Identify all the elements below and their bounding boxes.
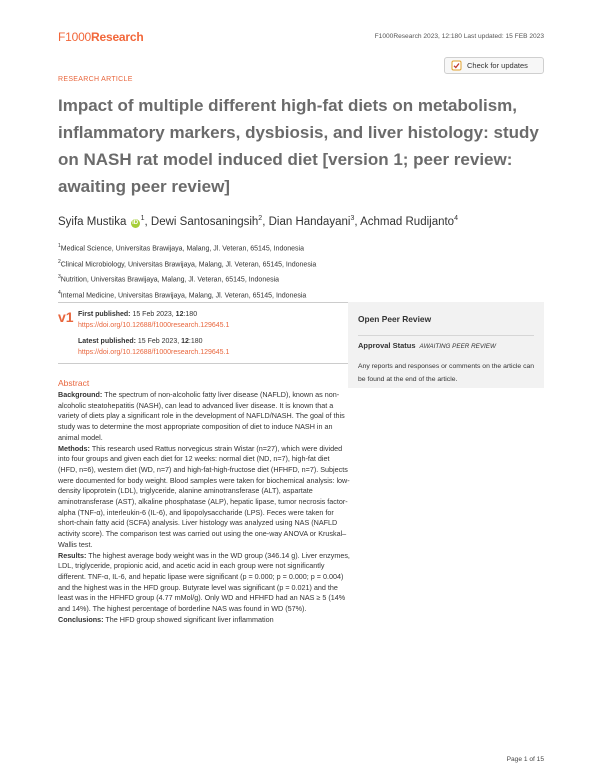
methods-label: Methods:	[58, 443, 90, 453]
results-text: The highest average body weight was in the WD group (346.14 g). Liver enzymes, LDL, triglyceride, propionic acid, and acetic acid in each group were not significantly different. TNF-α, IL-6, and hepatic lipase were significant (p = 0.000; p = 0.000; p = 0.004) and the highest was in the HFD group. Butyrate level was significant (p = 0.021) and the least was in the HFHFD group (4.77 mMol/g). Only WD and HFHFD had an NAS ≥ 5 (14% and 14%). The highest percentage of borderline NAS was found in WD (57%).	[58, 550, 350, 614]
affiliation-item	[58, 240, 316, 256]
approval-status-value: AWAITING PEER REVIEW	[419, 343, 496, 350]
abstract-background	[58, 390, 350, 444]
latest-published-doi-link[interactable]: https://doi.org/10.12688/f1000research.129645.1	[78, 348, 230, 356]
affiliation-text: Medical Science, Universitas Brawijaya, Malang, Jl. Veteran, 65145, Indonesia	[60, 245, 304, 253]
author-affil-number: 3	[350, 215, 355, 222]
background-label: Background:	[58, 390, 103, 399]
latest-published-label: Latest published:	[78, 338, 136, 345]
logo-suffix: Research	[91, 30, 144, 44]
latest-published-volume: 12	[181, 338, 189, 345]
conclusions-label: Conclusions:	[58, 614, 104, 624]
latest-published-date: 15 Feb 2023,	[137, 338, 180, 345]
check-updates-icon	[451, 60, 462, 71]
affiliation-number: 2	[58, 258, 61, 265]
affiliation-item	[58, 271, 316, 287]
citation-line: F1000Research 2023, 12:180 Last updated: 15 FEB 2023	[374, 33, 544, 40]
peer-review-heading: Open Peer Review	[358, 314, 432, 324]
abstract-methods	[58, 444, 350, 551]
methods-text: This research used Rattus norvegicus strain Wistar (n=27), which were divided into four groups and given each diet for 12 weeks: normal diet (ND, n=7), high-fat diet (HFD, n=6), western diet (WD, n=7) and high-fat-high-fructose diet (HFHFD, n=7). Subjects were documented for body weight. Blood samples were taken for biochemical analysis: low-density lipoprotein (LDL), triglyceride, alanine aminotransferase (ALT), aspartate aminotransferase (AST), alkaline phosphatase (ALP), hepatic lipase, tumor necrosis factor-alpha (TNF-α), interleukin-6 (IL-6), and lipopolysaccharide (LPS). Feces were taken for short-chain fatty acid (SCFA) analysis. Liver histology was analyzed using NAS (NAFLD activity score). The comparison test was carried out using the one-way ANOVA or Kruskal–Wallis test.	[58, 443, 350, 549]
latest-published	[78, 337, 229, 358]
first-published	[78, 310, 229, 331]
first-published-volume: 12	[175, 311, 184, 318]
check-for-updates-button[interactable]	[444, 57, 544, 74]
affiliation-list	[58, 240, 316, 303]
affiliation-number: 1	[58, 243, 61, 249]
peer-review-note: Any reports and responses or comments on the article can be found at the end of the article.	[358, 363, 535, 383]
article-title: Impact of multiple different high-fat diets on metabolism, inflammatory markers, dysbiosis, and liver histology: study on NASH rat model induced diet [version 1; peer review: awaiting peer review]	[58, 96, 539, 196]
author-affil-number: 1	[140, 215, 145, 222]
approval-status-label: Approval Status	[358, 341, 416, 350]
check-updates-label: Check for updates	[467, 61, 528, 70]
author-name[interactable]: Dewi Santosaningsih	[150, 215, 259, 228]
abstract-conclusions	[58, 615, 350, 626]
peer-review-panel	[348, 302, 544, 388]
author-affil-number: 2	[258, 215, 263, 222]
affiliation-text: Nutrition, Universitas Brawijaya, Malang, Jl. Veteran, 65145, Indonesia	[60, 276, 280, 284]
abstract-results	[58, 551, 350, 615]
author-affil-number: 4	[454, 215, 458, 222]
author-name[interactable]: Achmad Rudijanto	[360, 215, 455, 228]
affiliation-number: 4	[58, 289, 61, 296]
author-name[interactable]: Syifa Mustika	[58, 215, 127, 228]
page-number: Page 1 of 15	[506, 756, 544, 763]
journal-logo	[58, 30, 143, 44]
author-name[interactable]: Dian Handayani	[268, 215, 351, 228]
affiliation-number: 3	[58, 274, 61, 281]
approval-status	[358, 341, 496, 350]
conclusions-text: The HFD group showed significant liver inflammation	[103, 614, 274, 624]
background-text: The spectrum of non-alcoholic fatty liver disease (NAFLD), known as non-alcoholic steatohepatitis (NASH), can lead to advanced liver disease. It is known that a variety of diets play a significant role in the development of NAFLD/NASH. The goal of this study was to determine the most appropriate composition of diet to induce NASH in an animal model.	[58, 390, 345, 442]
affiliation-text: Internal Medicine, Universitas Brawijaya, Malang, Jl. Veteran, 65145, Indonesia	[60, 292, 307, 300]
article-type-label: RESEARCH ARTICLE	[58, 76, 133, 83]
first-published-page: :180	[183, 311, 198, 318]
abstract-heading: Abstract	[58, 378, 90, 388]
results-label: Results:	[58, 550, 87, 560]
version-badge: v1	[58, 309, 74, 325]
author-list: Syifa Mustika $iD^1$, Dewi Santosaningsih$^2$, Dian Handayani$^3$, Achmad Rudijanto$^4$	[58, 215, 458, 228]
orcid-icon[interactable]: iD	[132, 219, 139, 226]
first-published-date: 15 Feb 2023,	[132, 311, 174, 318]
affiliation-item	[58, 256, 316, 272]
first-published-doi-link[interactable]: https://doi.org/10.12688/f1000research.129645.1	[78, 321, 230, 329]
logo-prefix: F1000	[58, 30, 92, 44]
divider	[358, 335, 534, 336]
first-published-label: First published:	[78, 311, 131, 318]
abstract-body	[58, 390, 350, 625]
affiliation-item	[58, 287, 316, 303]
affiliation-text: Clinical Microbiology, Universitas Brawijaya, Malang, Jl. Veteran, 65145, Indonesia	[60, 260, 317, 268]
latest-published-page: :180	[188, 338, 203, 345]
